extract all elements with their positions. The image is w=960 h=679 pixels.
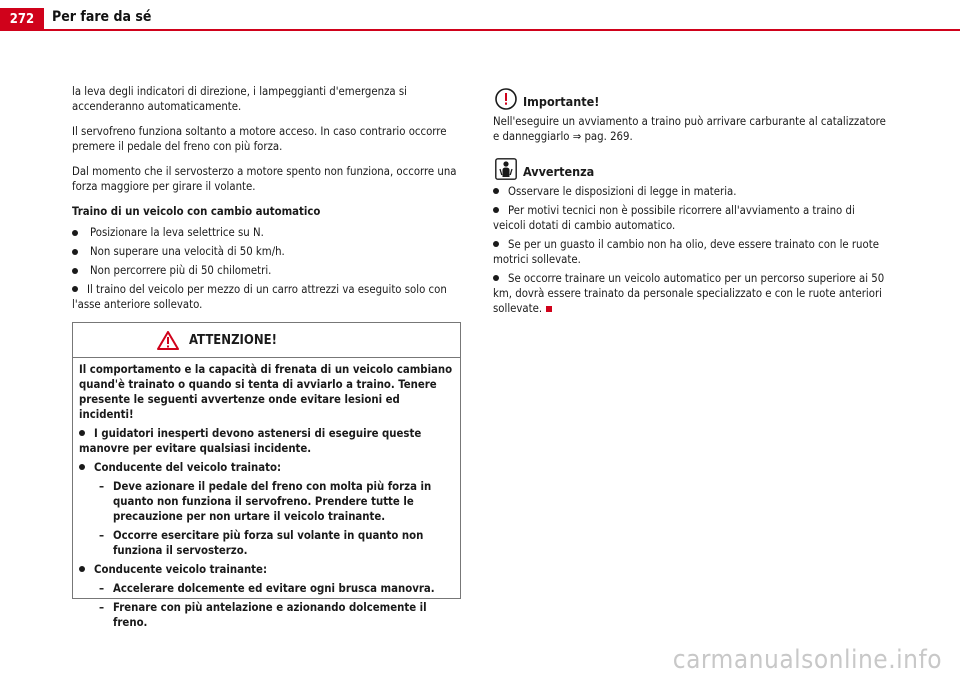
- page-reference-arrow-icon: ⇒: [572, 130, 582, 143]
- info-person-icon: [495, 158, 517, 180]
- list-item: Se per un guasto il cambio non ha olio, deve essere trainato con le ruote motrici sollevate.: [493, 238, 879, 266]
- list-item: Se occorre trainare un veicolo automatico per un percorso superiore ai 50 km, dovrà essere trainato da personale specializzato e con le ruote anteriori sollevate.: [493, 272, 885, 315]
- warning-subitem: – Occorre esercitare più forza sul volante in quanto non funziona il servosterzo.: [99, 529, 424, 557]
- watermark: carmanualsonline.info: [672, 645, 942, 675]
- bullet-icon: [79, 566, 85, 572]
- note-header: [493, 158, 888, 184]
- page-reference[interactable]: pag. 269.: [581, 130, 633, 143]
- bullet-icon: [72, 286, 78, 292]
- bullet-icon: [79, 464, 85, 470]
- bullet-icon: [493, 188, 499, 194]
- dash-icon: –: [99, 529, 105, 542]
- bullet-icon: [72, 249, 78, 255]
- list-item: Il traino del veicolo per mezzo di un carro attrezzi va eseguito solo con l'asse anteriore sollevato.: [72, 283, 447, 311]
- warning-item: Conducente veicolo trainante:: [79, 562, 454, 577]
- warning-item: I guidatori inesperti devono astenersi di eseguire queste manovre per evitare qualsiasi incidente.: [79, 427, 422, 455]
- dash-icon: –: [99, 480, 105, 493]
- end-of-section-icon: [546, 306, 552, 312]
- exclamation-circle-icon: [495, 88, 517, 110]
- right-column: [493, 88, 888, 330]
- important-text: Nell'eseguire un avviamento a traino può arrivare carburante al catalizzatore e danneggiarlo ⇒ pag. 269.: [493, 115, 886, 143]
- bullet-icon: [79, 430, 85, 436]
- dash-icon: –: [99, 601, 105, 614]
- warning-body: [73, 358, 460, 630]
- header-rule: [0, 29, 960, 31]
- bullet-icon: [72, 268, 78, 274]
- bullet-icon: [493, 275, 499, 281]
- list-item: Posizionare la leva selettrice su N.: [72, 225, 464, 240]
- paragraph-power-steering: Dal momento che il servosterzo a motore spento non funziona, occorre una forza maggiore per girare il volante.: [72, 165, 457, 193]
- subheading-automatic-towing: Traino di un veicolo con cambio automatico: [72, 205, 321, 218]
- bullet-icon: [493, 207, 499, 213]
- warning-subitem: – Accelerare dolcemente ed evitare ogni brusca manovra.: [99, 582, 435, 595]
- page-header: [0, 0, 960, 32]
- list-item: Non percorrere più di 50 chilometri.: [72, 263, 464, 278]
- note-section: [493, 158, 888, 316]
- left-column: [72, 84, 464, 316]
- towing-bullet-list: [72, 225, 464, 312]
- warning-box: [72, 322, 461, 629]
- list-item: Non superare una velocità di 50 km/h.: [72, 244, 464, 259]
- warning-triangle-icon: [157, 331, 179, 350]
- dash-icon: –: [99, 582, 105, 595]
- warning-title: ATTENZIONE!: [189, 333, 277, 348]
- note-bullet-list: [493, 184, 888, 316]
- list-item: Per motivi tecnici non è possibile ricorrere all'avviamento a traino di veicoli dotati di cambio automatico.: [493, 204, 855, 232]
- paragraph-turn-signals: la leva degli indicatori di direzione, i lampeggianti d'emergenza si accenderanno automaticamente.: [72, 85, 407, 113]
- important-header: [493, 88, 888, 114]
- important-section: [493, 88, 888, 144]
- warning-item: Conducente del veicolo trainato:: [79, 460, 454, 475]
- warning-header: [73, 323, 460, 358]
- important-title: Importante!: [523, 94, 600, 109]
- bullet-icon: [493, 241, 499, 247]
- paragraph-brake-booster: Il servofreno funziona soltanto a motore acceso. In caso contrario occorre premere il pedale del freno con più forza.: [72, 125, 447, 153]
- list-item: Osservare le disposizioni di legge in materia.: [493, 184, 888, 199]
- chapter-title: Per fare da sé: [52, 9, 152, 25]
- warning-subitem: – Frenare con più antelazione e azionando dolcemente il freno.: [99, 601, 427, 629]
- bullet-icon: [72, 230, 78, 236]
- note-title: Avvertenza: [523, 164, 595, 179]
- page-number: 272: [0, 8, 44, 30]
- warning-subitem: – Deve azionare il pedale del freno con molta più forza in quanto non funziona il servofreno. Prendere tutte le precauzione per non urtare il veicolo trainante.: [99, 480, 432, 523]
- warning-intro: Il comportamento e la capacità di frenata di un veicolo cambiano quand'è trainato o quando si tenta di avviarlo a traino. Tenere presente le seguenti avvertenze onde evitare lesioni ed incidenti!: [79, 363, 453, 421]
